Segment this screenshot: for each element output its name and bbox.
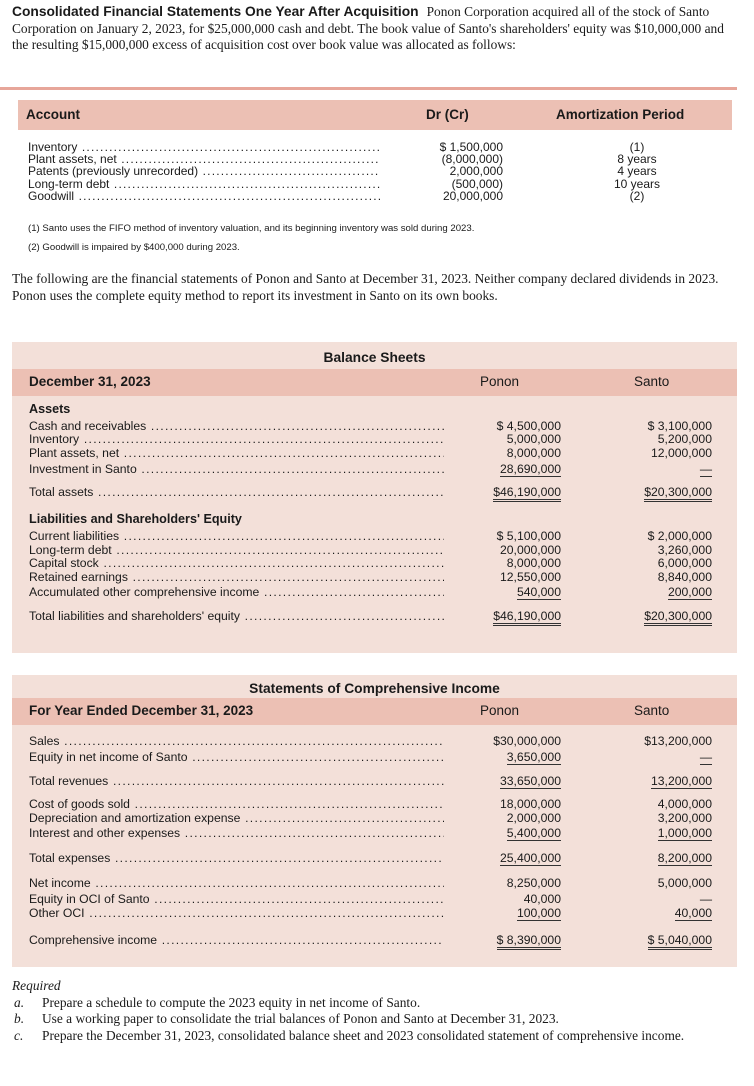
santo-col-header: Santo [634, 703, 670, 718]
table-row: Equity in net income of Santo ..... 3,650,000 — [29, 750, 729, 763]
allocation-header [18, 100, 732, 130]
table-row: Interest and other expenses ..... 5,400,000 1,000,000 [29, 826, 729, 839]
allocation-rows [28, 140, 708, 201]
table-row: Depreciation and amortization expense ..... 2,000,000 3,200,000 [29, 811, 729, 824]
intro-text: Ponon Corporation acquired all of the stock of Santo Corporation on January 2, 2023, for $25,000,000 cash and debt. The book value of Santo's shareholders' equity was $10,000,000 and the resulting $15,000,000 excess of acquisition cost over book value was allocated as follows: [12, 4, 724, 52]
allocation-table [0, 87, 737, 257]
balance-date: December 31, 2023 [29, 374, 151, 389]
table-row: Capital stock ..... 8,000,000 6,000,000 [29, 556, 729, 569]
income-header [12, 698, 737, 725]
statements-paragraph: The following are the financial statements of Ponon and Santo at December 31, 2023. Neither company declared dividends in 2023. Ponon uses the complete equity method to report its investment in Santo on its own books. [12, 271, 719, 303]
table-row: Net income ..... 8,250,000 5,000,000 [29, 876, 729, 889]
required-item: a. Prepare a schedule to compute the 2023 equity in net income of Santo. [14, 994, 421, 1010]
total-liabilities-row: Total liabilities and shareholders' equity ..... $46,190,000 $20,300,000 [29, 609, 729, 622]
intro-paragraph [12, 4, 740, 54]
ponon-col-header: Ponon [480, 374, 520, 389]
comprehensive-income-row: Comprehensive income ..... $ 8,390,000 $ 5,040,000 [29, 933, 729, 946]
income-period: For Year Ended December 31, 2023 [29, 703, 254, 718]
total-assets-row: Total assets ..... $46,190,000 $20,300,000 [29, 485, 729, 498]
allocation-row: Long-term debt ..... (500,000) 10 years [28, 177, 708, 189]
table-row: Inventory ..... 5,000,000 5,200,000 [29, 432, 729, 445]
total-revenues-row: Total revenues ..... 33,650,000 13,200,000 [29, 774, 729, 787]
liabilities-heading: Liabilities and Shareholders' Equity [29, 512, 242, 526]
table-row: Sales ..... $30,000,000 $13,200,000 [29, 734, 729, 747]
table-row: Cash and receivables ..... $ 4,500,000 $ 3,100,000 [29, 419, 729, 432]
problem-title: Consolidated Financial Statements One Year After Acquisition [12, 4, 419, 19]
income-title: Statements of Comprehensive Income [249, 681, 500, 696]
table-row: Other OCI ..... 100,000 40,000 [29, 906, 729, 919]
table-row: Accumulated other comprehensive income ..... 540,000 200,000 [29, 585, 729, 598]
required-item: b. Use a working paper to consolidate the trial balances of Ponon and Santo at December 31, 2023. [14, 1011, 559, 1027]
santo-col-header: Santo [634, 374, 670, 389]
required-section [12, 978, 742, 1044]
allocation-row: Patents (previously unrecorded) ..... 2,000,000 4 years [28, 164, 708, 176]
total-expenses-row: Total expenses ..... 25,400,000 8,200,000 [29, 851, 729, 864]
table-row: Current liabilities ..... $ 5,100,000 $ 2,000,000 [29, 529, 729, 542]
allocation-row: Goodwill ..... 20,000,000 (2) [28, 189, 708, 201]
allocation-row: Plant assets, net ..... (8,000,000) 8 years [28, 152, 708, 164]
required-item: c. Prepare the December 31, 2023, consolidated balance sheet and 2023 consolidated statement of comprehensive income. [14, 1027, 685, 1043]
dr-header: Dr (Cr) [426, 107, 469, 122]
required-heading: Required [12, 978, 61, 993]
table-row: Equity in OCI of Santo ..... 40,000 — [29, 892, 729, 905]
table-row: Retained earnings ..... 12,550,000 8,840,000 [29, 570, 729, 583]
balance-sheet [12, 342, 737, 653]
table-row: Long-term debt ..... 20,000,000 3,260,000 [29, 543, 729, 556]
table-row: Investment in Santo ..... 28,690,000 — [29, 462, 729, 475]
table-row: Plant assets, net ..... 8,000,000 12,000,000 [29, 446, 729, 459]
period-header: Amortization Period [556, 107, 685, 122]
footnote-2: (2) Goodwill is impaired by $400,000 during 2023. [28, 242, 240, 253]
balance-title: Balance Sheets [323, 350, 426, 365]
allocation-row: Inventory ..... $ 1,500,000 (1) [28, 140, 708, 152]
assets-heading: Assets [29, 402, 71, 416]
ponon-col-header: Ponon [480, 703, 520, 718]
footnote-1: (1) Santo uses the FIFO method of inventory valuation, and its beginning inventory was sold during 2023. [28, 223, 475, 234]
table-row: Cost of goods sold ..... 18,000,000 4,000,000 [29, 797, 729, 810]
account-header: Account [26, 107, 80, 122]
balance-header [12, 369, 737, 396]
income-statement [12, 675, 737, 967]
